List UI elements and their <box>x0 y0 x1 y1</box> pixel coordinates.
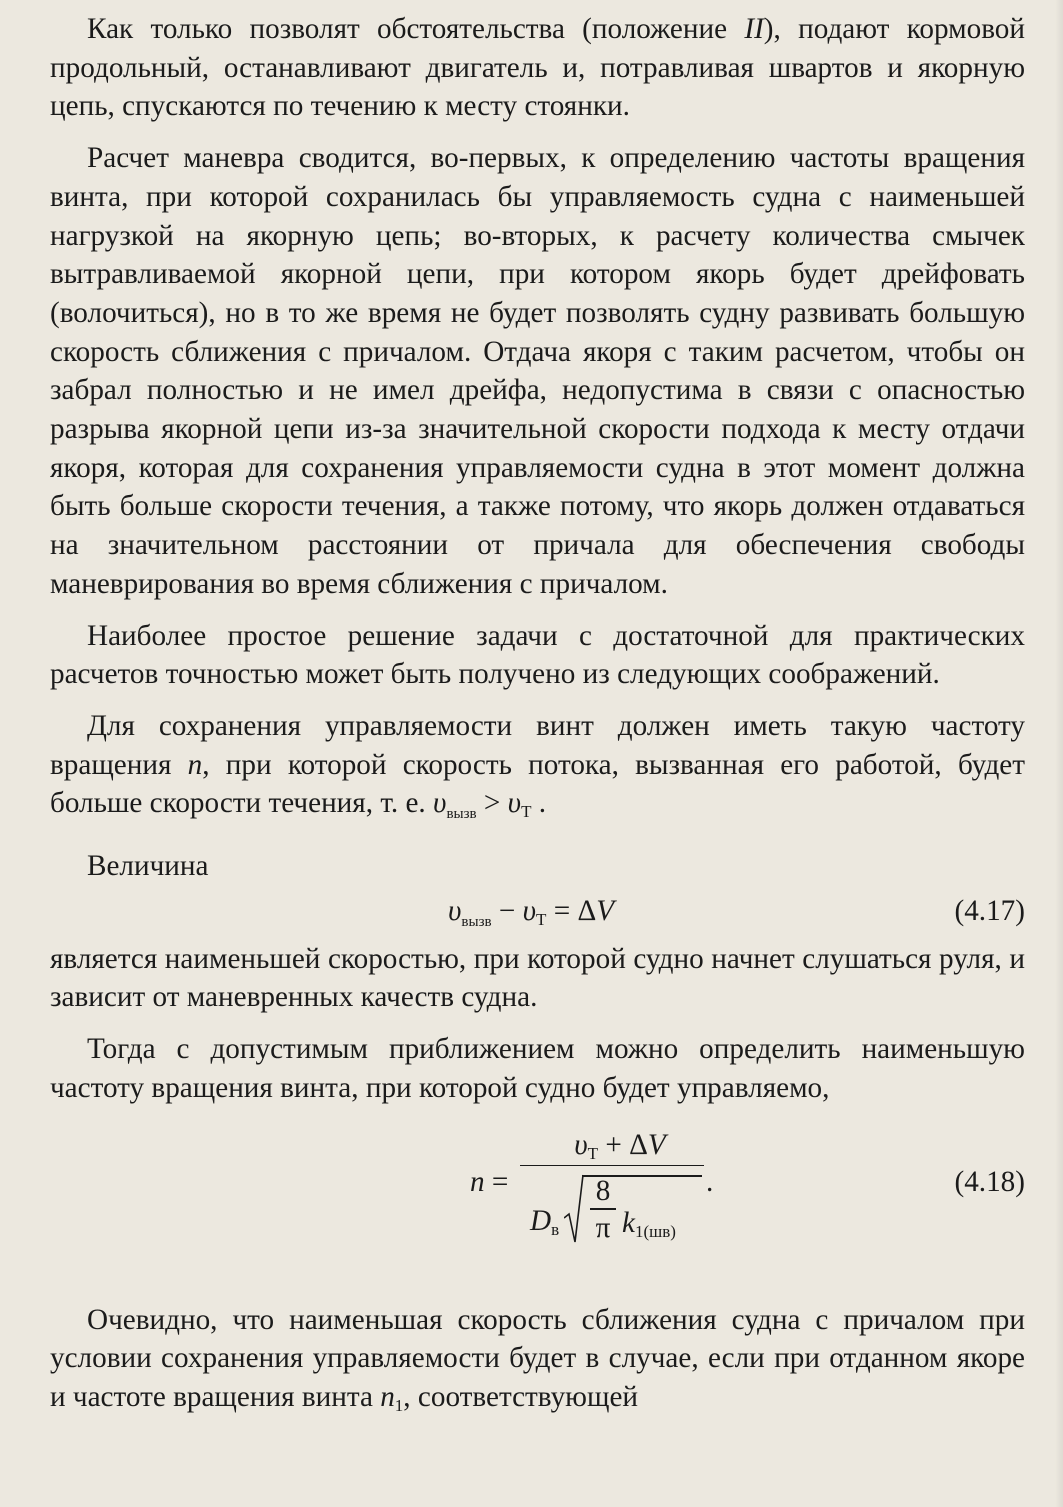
fraction-denominator <box>520 1166 704 1266</box>
paragraph-2: Расчет маневра сводится, во-первых, к определению частоты вращения винта, при которой сохранилась бы управляемость судна с наименьшей нагрузкой на якорную цепь; во-вторых, к расчету количества смычек вытравливаемой якорной цепи, при котором якорь будет дрейфовать (волочиться), но в то же время не будет позволять судну развивать большую скорость сближения с причалом. Отдача якоря с таким расчетом, чтобы он забрал полностью и не имел дрейфа, недопустима в связи с опасностью разрыва якорной цепи из-за значительной скорости подхода к месту отдачи якоря, которая для сохранения управляемости судна в этот момент должна быть больше скорости течения, а также потому, что якорь должен отдаваться на значительном расстоянии от причала для обеспечения свободы маневрирования во время сближения с причалом. <box>50 142 1025 600</box>
equation-4-17-body: $\upsilon_{вызв} - \upsilon_Т = \Delta V$ <box>448 894 615 930</box>
inner-fraction: 8 π <box>590 1174 616 1246</box>
paragraph-7: Тогда с допустимым приближением можно определить наименьшую частоту вращения винта, при которой судно будет управляемо, <box>50 1033 1025 1104</box>
paragraph-5: Величина <box>87 850 209 883</box>
diameter-term: $D_в$ <box>530 1205 560 1240</box>
position-roman-numeral: II <box>744 13 764 45</box>
equation-number-4-17: (4.17) <box>954 894 1025 927</box>
equation-4-18-lhs: n = <box>470 1165 509 1198</box>
fraction-numerator: $\upsilon_Т + \Delta V$ <box>574 1128 666 1163</box>
var-n: n <box>187 748 203 781</box>
paragraph-1: Как только позволят обстоятельства (положение II), подают кормовой продольный, останавливают двигатель и, потравливая швартов и якорную цепь, спускаются по течению к месту стоянки. <box>50 13 1025 123</box>
paragraph-3: Наиболее простое решение задачи с достаточной для практических расчетов точностью может быть получено из следующих соображений. <box>50 619 1025 691</box>
equation-number-4-18: (4.18) <box>954 1165 1025 1198</box>
page-edge-shadow <box>1055 0 1063 1507</box>
paragraph-6: является наименьшей скоростью, при которой судно начнет слушаться руля, и зависит от маневренных качеств судна. <box>50 942 1025 1014</box>
square-root-icon <box>564 1174 584 1246</box>
equation-4-18-fraction <box>520 1127 704 1267</box>
equation-4-17 <box>50 892 1025 936</box>
paragraph-4: Для сохранения управляемости винт должен иметь такую частоту вращения n, при которой скорость потока, вызванная его работой, будет больше скорости течения, т. е. $\upsilon_{вызв} > \upsilon_Т$ . <box>50 709 1025 823</box>
equation-4-18: n = $\upsilon_Т + \Delta V$ $D_в$ 8 π $k_{1(шв)}$ . (4.18) <box>50 1121 1025 1271</box>
coefficient-k: $k_{1(шв)}$ <box>622 1207 676 1242</box>
paragraph-8: Очевидно, что наименьшая скорость сближения судна с причалом при условии сохранения управляемости будет в случае, если при отданном якоре и частоте вращения винта $n_1$, соответствующей <box>50 1303 1025 1415</box>
